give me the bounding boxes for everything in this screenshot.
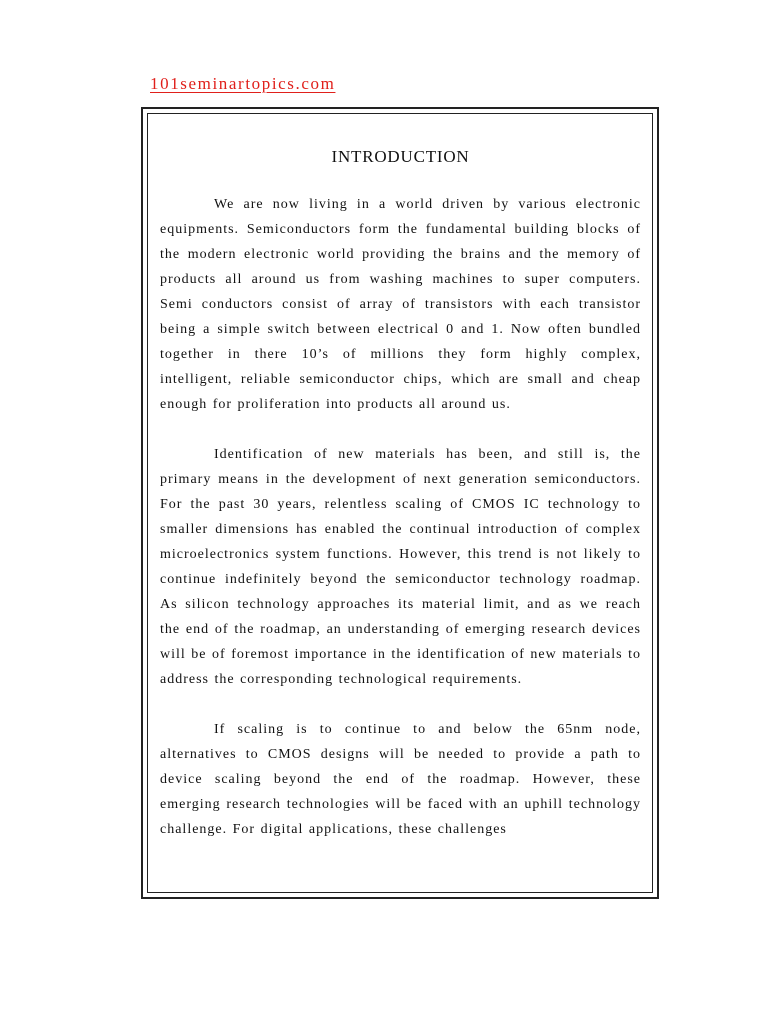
paragraph-1: We are now living in a world driven by various electronic equipments. Semiconductors form the fundamental building blocks of the modern electronic world providing the brains and the memory of products all around us from washing machines to super computers. Semi conductors consist of array of transistors with each transistor being a simple switch between electrical 0 and 1. Now often bundled together in there 10’s of millions they form highly complex, intelligent, reliable semiconductor chips, which are small and cheap enough for proliferation into products all around us.	[160, 197, 641, 412]
page-title: INTRODUCTION	[331, 147, 470, 166]
paragraph-3: If scaling is to continue to and below the 65nm node, alternatives to CMOS designs will be needed to provide a path to device scaling beyond the end of the roadmap. However, these emerging research technologies will be faced with an uphill technology challenge. For digital applications, these challenges	[160, 722, 641, 837]
site-link[interactable]: 101seminartopics.com	[150, 74, 336, 93]
paragraph-2: Identification of new materials has been, and still is, the primary means in the development of next generation semiconductors. For the past 30 years, relentless scaling of CMOS IC technology to smaller dimensions has enabled the continual introduction of complex microelectronics system functions. However, this trend is not likely to continue indefinitely beyond the semiconductor technology roadmap. As silicon technology approaches its material limit, and as we reach the end of the roadmap, an understanding of emerging research devices will be of foremost importance in the identification of new materials to address the corresponding technological requirements.	[160, 447, 641, 687]
document-body	[160, 145, 641, 842]
